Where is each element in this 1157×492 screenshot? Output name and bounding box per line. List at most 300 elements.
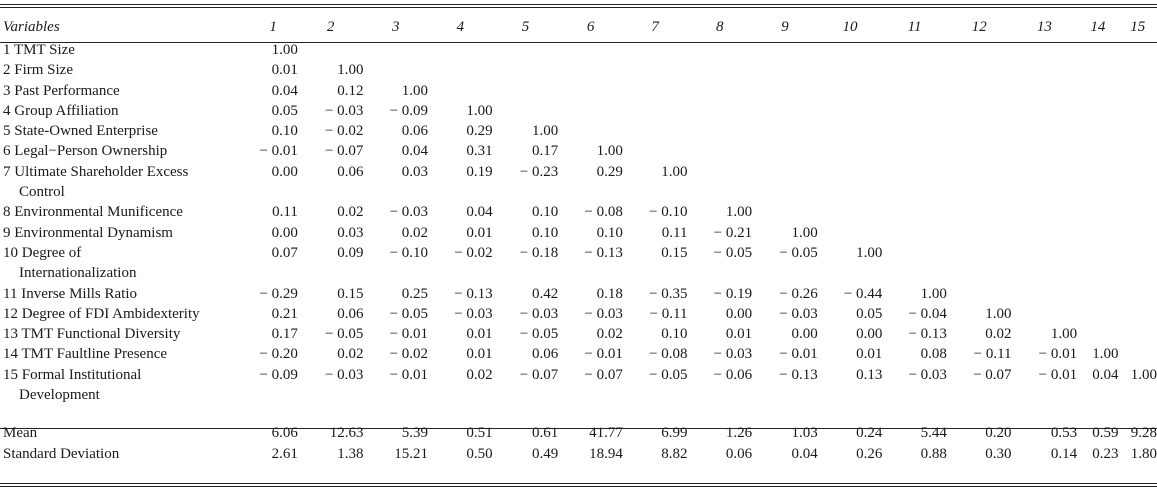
cell-value: 0.59 [1092, 425, 1119, 442]
cell-value: − 0.05 [324, 326, 364, 343]
cell-value [1077, 162, 1118, 203]
cell-value [558, 121, 623, 141]
cell-value: − 0.03 [454, 305, 493, 322]
cell-value: 0.07 [271, 244, 298, 261]
row-label-text: 4 Group Affiliation [3, 102, 119, 119]
row-label [0, 40, 248, 60]
cell-value: 0.01 [856, 346, 883, 363]
cell-value [947, 81, 1012, 101]
cell-value: − 0.23 [519, 163, 559, 180]
bottom-rule-1 [0, 483, 1157, 484]
cell-value [1077, 304, 1118, 324]
cell-value [947, 162, 1012, 203]
cell-value: 1.00 [1050, 326, 1078, 343]
cell-value [1012, 223, 1078, 243]
cell-value [818, 101, 883, 121]
cell-value [1077, 202, 1118, 222]
cell-value [882, 243, 947, 284]
cell-value: 0.10 [596, 224, 623, 241]
cell-value: 0.49 [532, 445, 559, 462]
cell-value: 0.05 [856, 305, 883, 322]
cell-value: 9.28 [1130, 425, 1157, 442]
cell-value [1119, 223, 1157, 243]
row-label-continuation: Control [19, 184, 65, 201]
row-label [0, 324, 248, 344]
cell-value: 0.06 [725, 445, 753, 462]
cell-value: 0.29 [466, 123, 493, 140]
cell-value: 0.06 [337, 163, 364, 180]
cell-value [752, 81, 818, 101]
table-row [0, 423, 1157, 443]
cell-value [1077, 101, 1118, 121]
cell-value: 0.53 [1050, 425, 1078, 442]
cell-value [558, 101, 623, 121]
row-label [0, 344, 248, 364]
cell-value [818, 223, 883, 243]
cell-value [1119, 202, 1157, 222]
cell-value [1012, 60, 1078, 80]
cell-value [882, 40, 947, 60]
cell-value: 0.04 [271, 82, 298, 99]
cell-value [1012, 202, 1078, 222]
table-row [0, 141, 1157, 161]
row-label [0, 101, 248, 121]
cell-value [1012, 304, 1078, 324]
table-row [0, 81, 1157, 101]
cell-value [363, 40, 428, 60]
cell-value [493, 81, 559, 101]
cell-value: − 0.05 [649, 366, 688, 383]
table-row [0, 324, 1157, 344]
cell-value: 1.00 [596, 143, 623, 160]
cell-value: 0.42 [532, 285, 559, 302]
cell-value: 0.02 [337, 346, 364, 363]
cell-value: 1.00 [791, 224, 818, 241]
cell-value [882, 81, 947, 101]
table-row [0, 223, 1157, 243]
cell-value [493, 60, 559, 80]
cell-value [818, 202, 883, 222]
cell-value: 0.00 [856, 326, 883, 343]
cell-value: − 0.07 [584, 366, 623, 383]
cell-value [1077, 60, 1118, 80]
column-header-1: 1 [269, 19, 277, 35]
cell-value: 1.00 [920, 285, 947, 302]
cell-value [687, 121, 752, 141]
cell-value [1012, 121, 1078, 141]
column-header-4: 4 [456, 19, 465, 35]
column-header-5: 5 [521, 19, 530, 35]
column-header-10: 10 [842, 19, 858, 35]
cell-value: 6.06 [271, 425, 298, 442]
cell-value: − 0.03 [389, 204, 429, 221]
cell-value: 0.00 [271, 163, 298, 180]
cell-value [947, 284, 1012, 304]
cell-value: − 0.01 [779, 346, 818, 363]
cell-value: − 0.05 [389, 305, 429, 322]
cell-value [1119, 40, 1157, 60]
cell-value: 0.00 [725, 305, 753, 322]
cell-value: 15.21 [394, 445, 429, 462]
cell-value: 18.94 [589, 445, 623, 462]
cell-value: − 0.05 [713, 244, 753, 261]
cell-value: 0.06 [401, 123, 429, 140]
cell-value [1077, 284, 1118, 304]
cell-value [1012, 101, 1078, 121]
cell-value [558, 81, 623, 101]
cell-value: 0.06 [337, 305, 364, 322]
cell-value [947, 243, 1012, 284]
cell-value [882, 141, 947, 161]
column-header-2: 2 [326, 19, 335, 35]
cell-value [687, 141, 752, 161]
cell-value: 0.30 [985, 445, 1012, 462]
cell-value [623, 101, 688, 121]
row-label-text: 8 Environmental Munificence [3, 204, 183, 221]
table-header [0, 14, 1157, 40]
cell-value: 0.01 [725, 326, 753, 343]
cell-value [687, 162, 752, 203]
table-row [0, 284, 1157, 304]
table-row [0, 162, 1157, 203]
cell-value: 0.04 [1092, 366, 1119, 383]
cell-value: − 0.01 [1038, 366, 1078, 383]
cell-value [882, 101, 947, 121]
column-header-12: 12 [971, 19, 987, 35]
cell-value [818, 81, 883, 101]
row-label-text: 6 Legal−Person Ownership [3, 143, 168, 160]
table-row [0, 444, 1157, 464]
table-body [0, 40, 1157, 464]
cell-value: 2.61 [271, 445, 298, 462]
row-label-text: 3 Past Performance [3, 82, 120, 99]
cell-value: 0.20 [985, 425, 1012, 442]
table-row [0, 60, 1157, 80]
cell-value [1119, 141, 1157, 161]
table-row [0, 101, 1157, 121]
cell-value: 0.88 [920, 445, 947, 462]
cell-value [1119, 101, 1157, 121]
cell-value: 8.82 [661, 445, 688, 462]
cell-value: − 0.06 [713, 366, 753, 383]
row-label-continuation: Development [19, 387, 100, 404]
table-row [0, 365, 1157, 406]
cell-value: 5.44 [920, 425, 947, 442]
cell-value [428, 40, 493, 60]
cell-value: 0.03 [401, 163, 429, 180]
cell-value: 0.31 [466, 143, 493, 160]
column-header-13: 13 [1036, 19, 1052, 35]
cell-value: − 0.10 [649, 204, 688, 221]
cell-value [1012, 81, 1078, 101]
cell-value: − 0.08 [649, 346, 688, 363]
cell-value [1077, 81, 1118, 101]
row-label-text: 7 Ultimate Shareholder Excess [3, 163, 189, 180]
cell-value: 1.00 [271, 42, 298, 58]
cell-value: 0.01 [466, 224, 493, 241]
cell-value [623, 81, 688, 101]
cell-value [623, 40, 688, 60]
cell-value [1119, 162, 1157, 203]
cell-value: 1.00 [725, 204, 753, 221]
cell-value: − 0.09 [259, 366, 298, 383]
cell-value [1119, 344, 1157, 364]
row-label-text: Mean [3, 425, 38, 442]
cell-value: 1.00 [985, 305, 1012, 322]
cell-value: 0.17 [532, 143, 559, 160]
cell-value: − 0.07 [973, 366, 1012, 383]
row-label [0, 365, 248, 406]
cell-value: 1.00 [466, 102, 493, 119]
cell-value [882, 121, 947, 141]
cell-value [623, 121, 688, 141]
row-label-text: 10 Degree of [3, 244, 82, 261]
cell-value: − 0.03 [779, 305, 818, 322]
cell-value: 0.11 [661, 224, 688, 241]
column-header-14: 14 [1090, 19, 1106, 35]
row-label-text: 13 TMT Functional Diversity [3, 326, 181, 343]
cell-value [1119, 324, 1157, 344]
row-label [0, 81, 248, 101]
cell-value: − 0.07 [324, 143, 364, 160]
row-label [0, 304, 248, 324]
cell-value: − 0.02 [389, 346, 429, 363]
cell-value: 0.17 [271, 326, 298, 343]
row-label-continuation: Internationalization [19, 265, 137, 282]
cell-value: − 0.01 [389, 366, 429, 383]
cell-value: 1.00 [1130, 366, 1157, 383]
cell-value: − 0.10 [389, 244, 429, 261]
cell-value: − 0.19 [713, 285, 753, 302]
cell-value [947, 60, 1012, 80]
cell-value: 0.29 [596, 163, 623, 180]
cell-value: − 0.11 [973, 346, 1012, 363]
table-row [0, 243, 1157, 284]
cell-value [1077, 243, 1118, 284]
cell-value: 0.04 [466, 204, 493, 221]
top-rule-1 [0, 4, 1157, 5]
cell-value: − 0.02 [454, 244, 493, 261]
cell-value: 1.00 [1092, 346, 1119, 363]
cell-value [1119, 284, 1157, 304]
top-rule-2 [0, 7, 1157, 8]
cell-value: 0.10 [661, 326, 688, 343]
column-header-8: 8 [716, 19, 724, 35]
row-label-text: 2 Firm Size [3, 62, 73, 79]
cell-value [818, 40, 883, 60]
cell-value [818, 141, 883, 161]
row-label [0, 121, 248, 141]
cell-value [818, 162, 883, 203]
cell-value: 1.00 [401, 82, 429, 99]
cell-value: − 0.21 [713, 224, 753, 241]
cell-value: 5.39 [401, 425, 429, 442]
cell-value: − 0.20 [259, 346, 298, 363]
cell-value: − 0.03 [713, 346, 753, 363]
cell-value [428, 60, 493, 80]
cell-value: 1.03 [791, 425, 818, 442]
table-row [0, 202, 1157, 222]
cell-value: − 0.01 [584, 346, 623, 363]
cell-value [752, 121, 818, 141]
cell-value: − 0.05 [519, 326, 559, 343]
cell-value [882, 202, 947, 222]
cell-value [1077, 121, 1118, 141]
cell-value: 0.10 [271, 123, 298, 140]
row-label-text: Standard Deviation [3, 445, 120, 462]
cell-value: − 0.01 [1038, 346, 1078, 363]
cell-value: 0.12 [337, 82, 364, 99]
cell-value: 1.00 [337, 62, 364, 79]
cell-value: − 0.03 [324, 102, 364, 119]
cell-value [623, 60, 688, 80]
cell-value [623, 141, 688, 161]
cell-value: 1.38 [337, 445, 364, 462]
cell-value [687, 81, 752, 101]
cell-value: − 0.13 [454, 285, 493, 302]
table-row [0, 121, 1157, 141]
cell-value [947, 121, 1012, 141]
row-label [0, 423, 248, 443]
cell-value: 0.50 [466, 445, 493, 462]
row-label [0, 223, 248, 243]
cell-value: − 0.26 [779, 285, 818, 302]
cell-value: − 0.44 [843, 285, 883, 302]
cell-value [947, 40, 1012, 60]
cell-value: 0.11 [272, 204, 298, 221]
cell-value: − 0.01 [389, 326, 429, 343]
table-row [0, 40, 1157, 60]
cell-value: 0.03 [337, 224, 364, 241]
cell-value: − 0.03 [519, 305, 559, 322]
row-label-text: 15 Formal Institutional [3, 366, 142, 383]
cell-value: 6.99 [661, 425, 688, 442]
table-row [0, 304, 1157, 324]
cell-value [1119, 60, 1157, 80]
row-label-text: 14 TMT Faultline Presence [3, 346, 168, 363]
row-label [0, 202, 248, 222]
cell-value [1012, 243, 1078, 284]
cell-value: 0.02 [466, 366, 493, 383]
cell-value: − 0.04 [908, 305, 947, 322]
cell-value: 0.10 [532, 224, 559, 241]
variables-header: Variables [3, 19, 60, 35]
cell-value [947, 223, 1012, 243]
cell-value: 0.09 [337, 244, 364, 261]
cell-value [1077, 223, 1118, 243]
cell-value: 0.15 [661, 244, 688, 261]
cell-value [1119, 243, 1157, 284]
row-label-text: 12 Degree of FDI Ambidexterity [3, 305, 200, 322]
cell-value: − 0.13 [584, 244, 623, 261]
cell-value [493, 101, 559, 121]
cell-value: 0.13 [856, 366, 883, 383]
correlation-table [0, 14, 1157, 464]
cell-value: 0.05 [271, 102, 298, 119]
cell-value: − 0.07 [519, 366, 559, 383]
cell-value: − 0.05 [779, 244, 818, 261]
cell-value: − 0.03 [324, 366, 364, 383]
cell-value: − 0.03 [584, 305, 623, 322]
cell-value: − 0.11 [649, 305, 688, 322]
cell-value: 0.02 [985, 326, 1012, 343]
cell-value: 0.61 [532, 425, 559, 442]
row-label [0, 243, 248, 284]
cell-value [1077, 324, 1118, 344]
cell-value: 0.02 [596, 326, 623, 343]
row-label [0, 141, 248, 161]
cell-value [1012, 162, 1078, 203]
cell-value [882, 162, 947, 203]
cell-value [1012, 284, 1078, 304]
cell-value: 0.10 [532, 204, 559, 221]
column-header-15: 15 [1130, 19, 1146, 35]
cell-value: − 0.01 [259, 143, 298, 160]
cell-value [752, 60, 818, 80]
row-label-text: 5 State-Owned Enterprise [3, 123, 158, 140]
cell-value: 0.19 [466, 163, 493, 180]
cell-value: 1.00 [532, 123, 559, 140]
cell-value: − 0.13 [908, 326, 947, 343]
cell-value: 0.21 [271, 305, 298, 322]
cell-value [752, 40, 818, 60]
cell-value: 0.02 [337, 204, 364, 221]
spacer-row [0, 405, 1157, 423]
cell-value [818, 121, 883, 141]
table-row [0, 344, 1157, 364]
cell-value: 0.06 [532, 346, 559, 363]
cell-value: − 0.08 [584, 204, 623, 221]
cell-value [558, 60, 623, 80]
column-header-7: 7 [651, 19, 659, 35]
cell-value: 0.15 [337, 285, 364, 302]
cell-value [363, 60, 428, 80]
cell-value: 0.24 [856, 425, 883, 442]
cell-value: 1.80 [1130, 445, 1157, 462]
cell-value: − 0.02 [324, 123, 364, 140]
cell-value [1077, 141, 1118, 161]
row-label [0, 444, 248, 464]
cell-value: 0.02 [401, 224, 429, 241]
cell-value: 0.04 [791, 445, 818, 462]
cell-value [752, 202, 818, 222]
cell-value: 0.01 [466, 346, 493, 363]
cell-value: 0.01 [271, 62, 298, 79]
row-label [0, 284, 248, 304]
cell-value: 0.18 [596, 285, 623, 302]
cell-value: 0.26 [856, 445, 883, 462]
cell-value: − 0.13 [779, 366, 818, 383]
cell-value: 0.23 [1092, 445, 1119, 462]
cell-value [493, 40, 559, 60]
cell-value: 0.25 [401, 285, 429, 302]
cell-value: 0.08 [920, 346, 947, 363]
cell-value [818, 60, 883, 80]
cell-value [687, 60, 752, 80]
cell-value: − 0.03 [908, 366, 947, 383]
cell-value [752, 101, 818, 121]
cell-value [947, 101, 1012, 121]
cell-value [1119, 81, 1157, 101]
column-header-9: 9 [781, 19, 789, 35]
row-label [0, 162, 248, 203]
row-label-text: 9 Environmental Dynamism [3, 224, 173, 241]
cell-value: 0.04 [401, 143, 429, 160]
cell-value: 1.26 [725, 425, 753, 442]
cell-value [882, 60, 947, 80]
cell-value [428, 81, 493, 101]
cell-value: − 0.29 [259, 285, 298, 302]
